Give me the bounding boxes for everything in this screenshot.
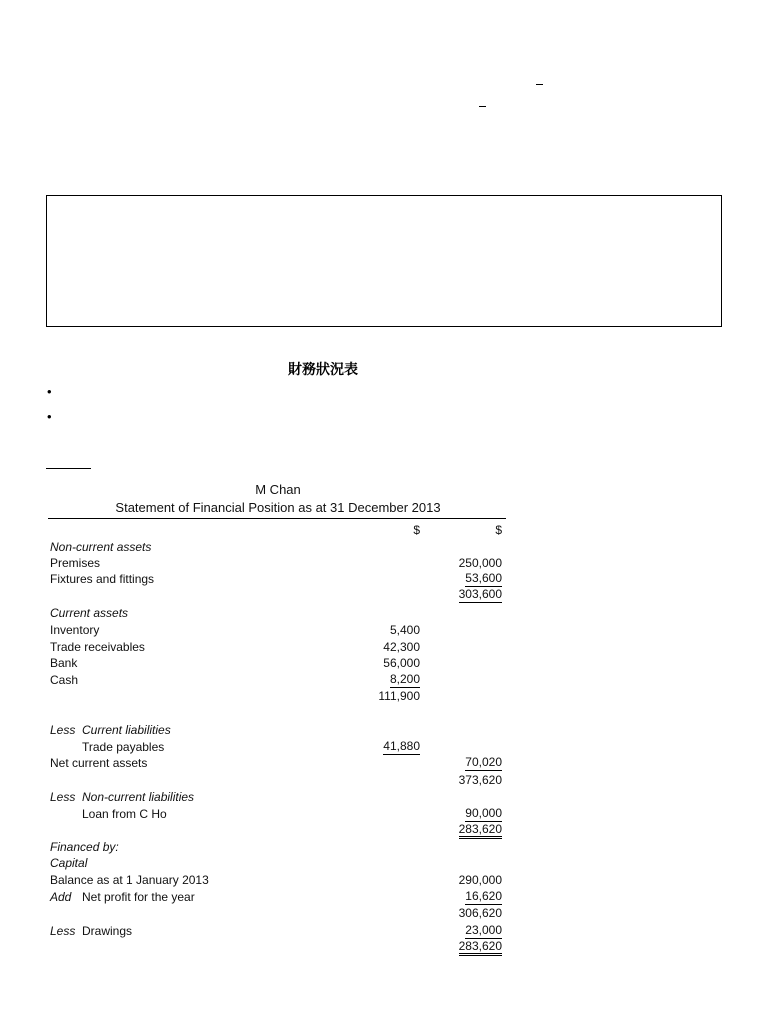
currency-col1: $ xyxy=(413,523,420,537)
header-rule xyxy=(48,518,506,519)
drawings-value: 23,000 xyxy=(465,923,502,937)
profit-label: Net profit for the year xyxy=(82,890,195,904)
answer-box xyxy=(46,195,722,327)
net-assets-total: 283,620 xyxy=(459,822,502,839)
section-heading: 財務狀況表 xyxy=(288,361,358,377)
section-heading-row xyxy=(48,539,508,555)
net-current-assets-value: 70,020 xyxy=(465,755,502,769)
current-assets-total: 111,900 xyxy=(378,689,420,703)
capital-subtotal: 306,620 xyxy=(458,906,502,920)
bank-value: 56,000 xyxy=(383,656,420,670)
currency-col2: $ xyxy=(495,523,502,537)
non-current-assets-total: 303,600 xyxy=(458,587,502,601)
statement-name: M Chan xyxy=(255,482,301,497)
line-item-row xyxy=(48,639,508,655)
balance-label: Balance as at 1 January 2013 xyxy=(50,873,209,887)
profit-value: 16,620 xyxy=(465,889,502,903)
line-item-row xyxy=(48,755,508,771)
receivables-label: Trade receivables xyxy=(50,640,145,654)
capital-total: 283,620 xyxy=(459,939,502,956)
current-assets-heading: Current assets xyxy=(50,606,129,620)
line-item-row xyxy=(48,923,508,939)
line-item-row xyxy=(48,872,508,888)
premises-value: 250,000 xyxy=(458,556,502,570)
currency-header-row xyxy=(48,522,508,538)
line-item-row xyxy=(48,655,508,671)
section-heading-row xyxy=(48,855,508,871)
line-item-row xyxy=(48,555,508,571)
total-row xyxy=(48,905,508,921)
line-item-row xyxy=(48,889,508,905)
line-item-row xyxy=(48,672,508,688)
less-label: Less xyxy=(50,790,76,804)
cash-value: 8,200 xyxy=(389,672,420,686)
line-item-row xyxy=(48,622,508,638)
total-row xyxy=(48,587,508,603)
statement-title: Statement of Financial Position as at 31 December 2013 xyxy=(115,500,441,515)
financed-by-heading: Financed by: xyxy=(50,840,119,854)
fixtures-value: 53,600 xyxy=(465,571,502,585)
capital-heading: Capital xyxy=(50,856,88,870)
loan-label: Loan from C Ho xyxy=(82,807,167,821)
short-rule xyxy=(46,468,91,469)
add-label: Add xyxy=(50,890,72,904)
bullet-item: • xyxy=(47,384,52,399)
current-liabilities-heading: Current liabilities xyxy=(82,723,171,737)
balance-value: 290,000 xyxy=(458,873,502,887)
section-heading-row xyxy=(48,722,508,738)
premises-label: Premises xyxy=(50,556,101,570)
bullet-item: • xyxy=(47,409,52,424)
net-current-assets-subtotal: 373,620 xyxy=(458,773,502,787)
line-item-row xyxy=(48,571,508,587)
inventory-value: 5,400 xyxy=(389,623,420,637)
non-current-assets-heading: Non-current assets xyxy=(50,540,152,554)
dash-mark xyxy=(536,84,543,85)
total-row xyxy=(48,822,508,838)
line-item-row xyxy=(48,739,508,755)
payables-value: 41,880 xyxy=(383,739,420,753)
non-current-liabilities-heading: Non-current liabilities xyxy=(82,790,195,804)
net-current-assets-label: Net current assets xyxy=(50,756,148,770)
fixtures-label: Fixtures and fittings xyxy=(50,572,155,586)
drawings-label: Drawings xyxy=(82,924,133,938)
less-label: Less xyxy=(50,723,76,737)
section-heading-row xyxy=(48,839,508,855)
loan-value: 90,000 xyxy=(465,806,502,820)
total-row xyxy=(48,688,508,704)
payables-label: Trade payables xyxy=(82,740,165,754)
total-row xyxy=(48,939,508,955)
bank-label: Bank xyxy=(50,656,78,670)
less-label: Less xyxy=(50,924,76,938)
dash-mark xyxy=(479,106,486,107)
line-item-row xyxy=(48,806,508,822)
section-heading-row xyxy=(48,789,508,805)
total-row xyxy=(48,772,508,788)
cash-label: Cash xyxy=(50,673,79,687)
receivables-value: 42,300 xyxy=(383,640,420,654)
section-heading-row xyxy=(48,605,508,621)
inventory-label: Inventory xyxy=(50,623,100,637)
